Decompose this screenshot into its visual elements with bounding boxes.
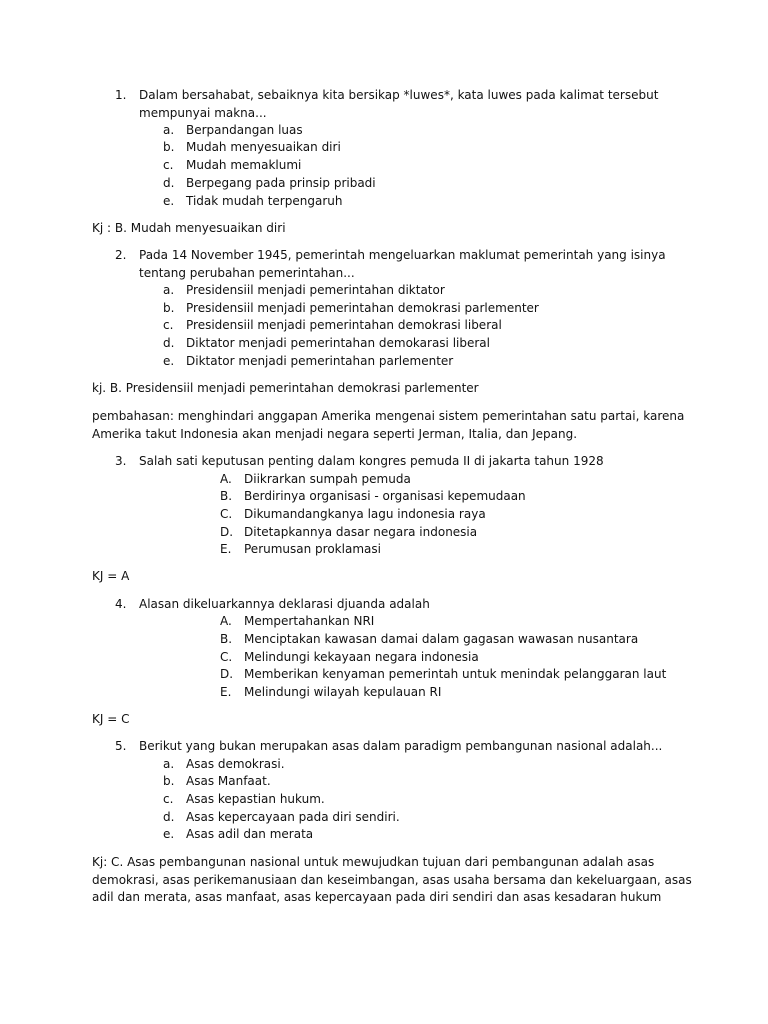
option-letter: E. (220, 685, 232, 699)
question-number: 5. (115, 739, 127, 753)
option-letter: B. (220, 632, 233, 646)
option-text: Melindungi kekayaan negara indonesia (244, 650, 479, 664)
option-letter: A. (220, 472, 232, 486)
question-number: 2. (115, 248, 127, 262)
option-letter: B. (220, 489, 233, 503)
option-text: Berpegang pada prinsip pribadi (186, 176, 376, 190)
option-text: Asas kepercayaan pada diri sendiri. (186, 810, 400, 824)
option-text: Presidensiil menjadi pemerintahan diktator (186, 283, 445, 297)
explanation: pembahasan: menghindari anggapan Amerika mengenai sistem pemerintahan satu partai, karena (92, 409, 685, 423)
answer-key: adil dan merata, asas manfaat, asas kepercayaan pada diri sendiri dan asas kesadaran hukum (92, 890, 662, 904)
option-text: Mudah memaklumi (186, 158, 302, 172)
option-text: Memberikan kenyaman pemerintah untuk menindak pelanggaran laut (244, 667, 667, 681)
option-letter: b. (163, 774, 175, 788)
option-letter: c. (163, 792, 174, 806)
answer-key: KJ = C (92, 712, 130, 726)
option-text: Perumusan proklamasi (244, 542, 381, 556)
option-text: Menciptakan kawasan damai dalam gagasan wawasan nusantara (244, 632, 639, 646)
option-letter: d. (163, 810, 175, 824)
question-stem: Dalam bersahabat, sebaiknya kita bersikap *luwes*, kata luwes pada kalimat tersebut (139, 88, 659, 102)
answer-key: Kj: C. Asas pembangunan nasional untuk mewujudkan tujuan dari pembangunan adalah asas (92, 855, 655, 869)
option-letter: e. (163, 827, 175, 841)
option-letter: E. (220, 542, 232, 556)
option-text: Asas kepastian hukum. (186, 792, 325, 806)
option-text: Dikumandangkanya lagu indonesia raya (244, 507, 486, 521)
option-letter: e. (163, 354, 175, 368)
option-text: Presidensiil menjadi pemerintahan demokrasi liberal (186, 318, 502, 332)
question-number: 1. (115, 88, 127, 102)
option-text: Asas adil dan merata (186, 827, 314, 841)
question-number: 3. (115, 454, 127, 468)
option-letter: D. (220, 525, 234, 539)
question-stem: Salah sati keputusan penting dalam kongres pemuda II di jakarta tahun 1928 (139, 454, 604, 468)
option-text: Ditetapkannya dasar negara indonesia (244, 525, 478, 539)
answer-key: Kj : B. Mudah menyesuaikan diri (92, 221, 286, 235)
option-text: Diktator menjadi pemerintahan parlementer (186, 354, 454, 368)
option-letter: c. (163, 318, 174, 332)
option-letter: D. (220, 667, 234, 681)
option-text: Melindungi wilayah kepulauan RI (244, 685, 442, 699)
option-text: Asas Manfaat. (186, 774, 271, 788)
answer-key: demokrasi, asas perikemanusiaan dan keseimbangan, asas usaha bersama dan kekeluargaan, asas (92, 873, 692, 887)
option-letter: c. (163, 158, 174, 172)
option-letter: b. (163, 301, 175, 315)
option-text: Mempertahankan NRI (244, 614, 375, 628)
option-text: Berdirinya organisasi - organisasi kepemudaan (244, 489, 526, 503)
option-text: Presidensiil menjadi pemerintahan demokrasi parlementer (186, 301, 539, 315)
option-text: Berpandangan luas (186, 123, 303, 137)
question-stem: tentang perubahan pemerintahan... (139, 266, 355, 280)
question-stem: Pada 14 November 1945, pemerintah mengeluarkan maklumat pemerintah yang isinya (139, 248, 666, 262)
option-letter: b. (163, 140, 175, 154)
option-letter: C. (220, 507, 233, 521)
explanation: Amerika takut Indonesia akan menjadi negara seperti Jerman, Italia, dan Jepang. (92, 427, 578, 441)
option-letter: d. (163, 176, 175, 190)
option-letter: C. (220, 650, 233, 664)
option-letter: d. (163, 336, 175, 350)
question-stem: Berikut yang bukan merupakan asas dalam paradigm pembangunan nasional adalah... (139, 739, 663, 753)
option-letter: a. (163, 283, 175, 297)
question-stem: Alasan dikeluarkannya deklarasi djuanda adalah (139, 597, 430, 611)
answer-key: kj. B. Presidensiil menjadi pemerintahan demokrasi parlementer (92, 381, 479, 395)
option-letter: A. (220, 614, 232, 628)
answer-key: KJ = A (92, 569, 130, 583)
option-letter: a. (163, 757, 175, 771)
option-text: Mudah menyesuaikan diri (186, 140, 341, 154)
option-text: Tidak mudah terpengaruh (186, 194, 343, 208)
option-letter: a. (163, 123, 175, 137)
option-text: Diikrarkan sumpah pemuda (244, 472, 411, 486)
question-number: 4. (115, 597, 127, 611)
option-text: Asas demokrasi. (186, 757, 285, 771)
question-stem: mempunyai makna... (139, 106, 267, 120)
option-letter: e. (163, 194, 175, 208)
option-text: Diktator menjadi pemerintahan demokarasi liberal (186, 336, 490, 350)
